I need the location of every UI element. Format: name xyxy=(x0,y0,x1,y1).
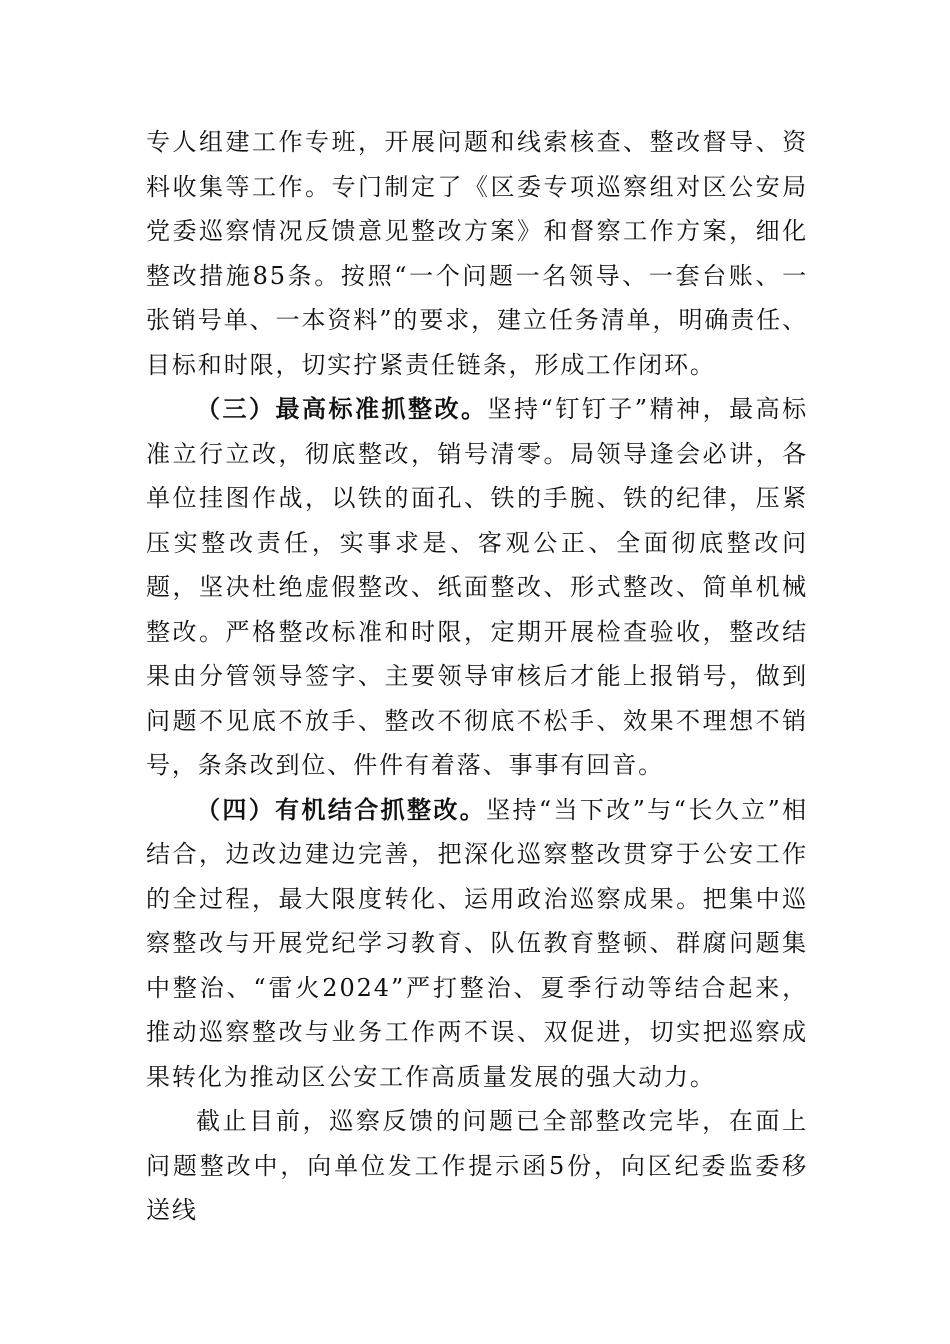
section-heading-four: （四）有机结合抓整改。 xyxy=(196,794,487,824)
paragraph-section-three xyxy=(146,387,808,788)
document-body xyxy=(146,120,808,1233)
paragraph-text: 坚持“当下改”与“长久立”相结合，边改边建边完善，把深化巡察整改贯穿于公安工作的全过程，最大限度转化、运用政治巡察成果。把集中巡察整改与开展党纪学习教育、队伍教育整顿、群腐问题集中整治、“雷火2024”严打整治、夏季行动等结合起来，推动巡察整改与业务工作两不误、双促进，切实把巡察成果转化为推动区公安工作高质量发展的强大动力。 xyxy=(146,795,808,1091)
paragraph-status-summary xyxy=(146,1099,808,1233)
paragraph-continuation xyxy=(146,120,808,387)
paragraph-text: 专人组建工作专班，开展问题和线索核查、整改督导、资料收集等工作。专门制定了《区委专项巡察组对区公安局党委巡察情况反馈意见整改方案》和督察工作方案，细化整改措施85条。按照“一个问题一名领导、一套台账、一张销号单、一本资料”的要求，建立任务清单，明确责任、目标和时限，切实拧紧责任链条，形成工作闭环。 xyxy=(146,128,808,379)
paragraph-section-four xyxy=(146,788,808,1100)
section-heading-three: （三）最高标准抓整改。 xyxy=(196,394,488,423)
paragraph-text: 坚持“钉钉子”精神，最高标准立行立改，彻底整改，销号清零。局领导逢会必讲，各单位挂图作战，以铁的面孔、铁的手腕、铁的纪律，压紧压实整改责任，实事求是、客观公正、全面彻底整改问题，坚决杜绝虚假整改、纸面整改、形式整改、简单机械整改。严格整改标准和时限，定期开展检查验收，整改结果由分管领导签字、主要领导审核后才能上报销号，做到问题不见底不放手、整改不彻底不松手、效果不理想不销号，条条改到位、件件有着落、事事有回音。 xyxy=(146,395,808,779)
paragraph-text: 截止目前，巡察反馈的问题已全部整改完毕，在面上问题整改中，向单位发工作提示函5份，向区纪委监委移送线 xyxy=(146,1107,808,1224)
